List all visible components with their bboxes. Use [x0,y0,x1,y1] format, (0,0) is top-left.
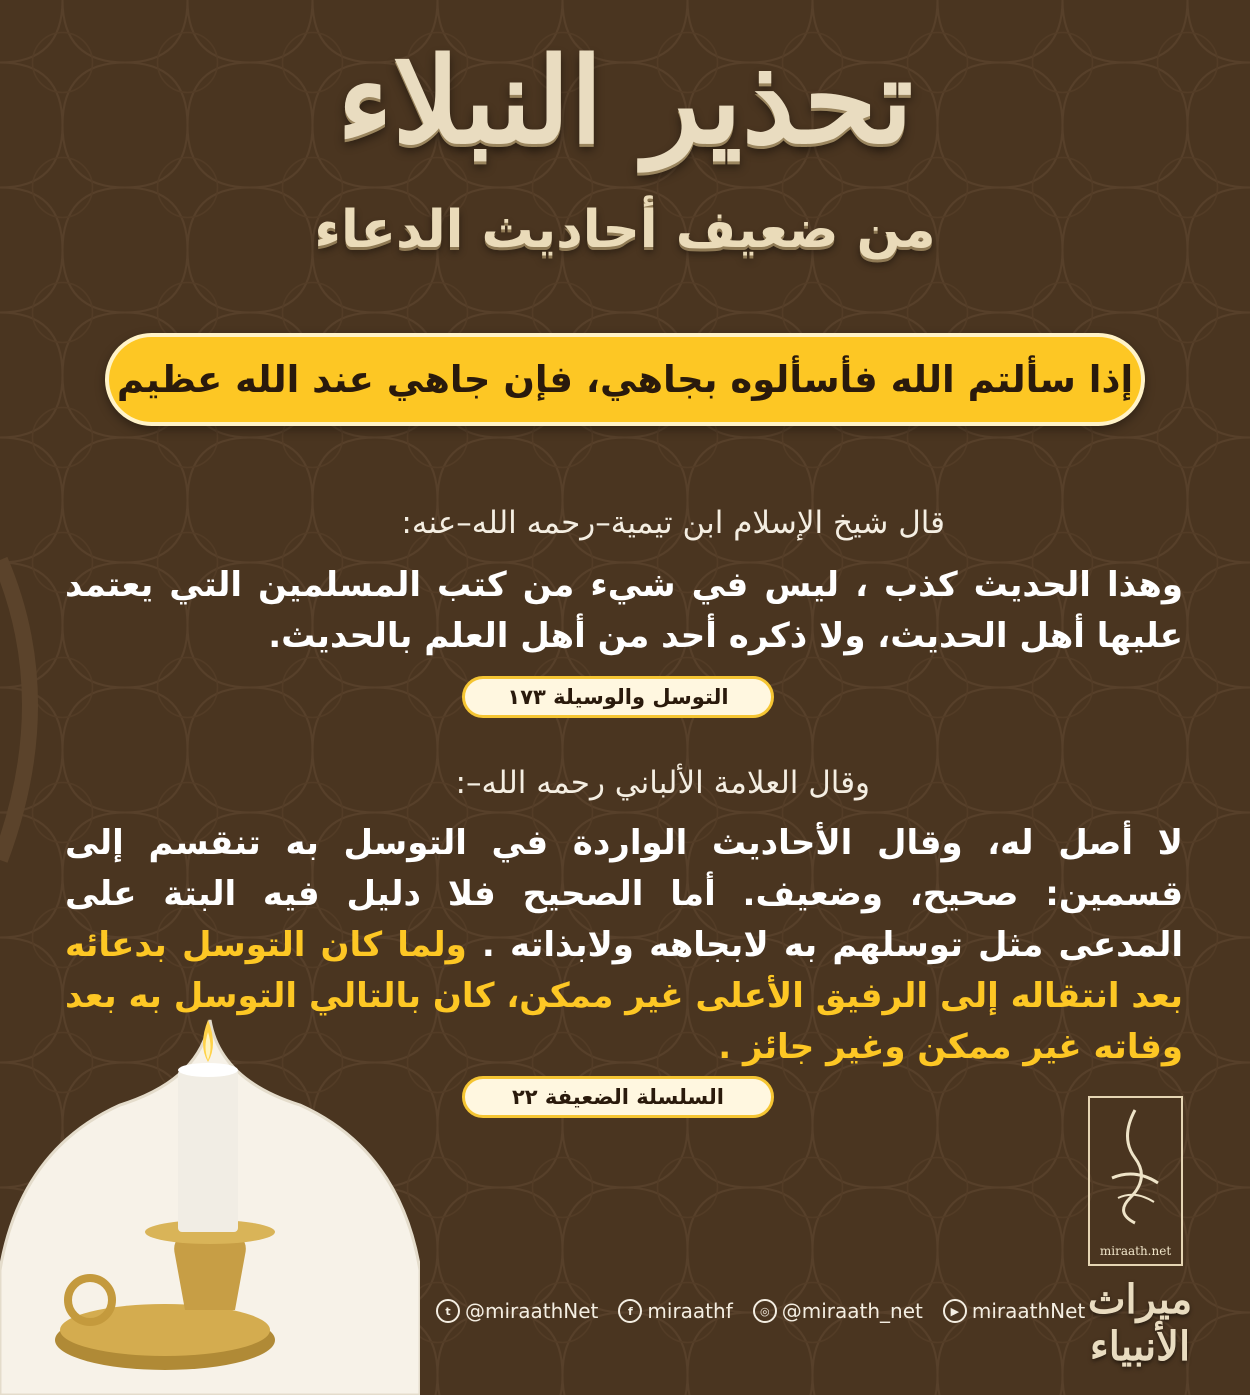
twitter-icon: t [436,1299,460,1323]
intro-albani: وقال العلامة الألباني رحمه الله–: [455,765,870,801]
brand-logo [1088,1096,1183,1266]
social-links [436,1296,1085,1326]
page-title: تحذير النبلاء [337,31,913,170]
facebook-icon: f [618,1299,642,1323]
hadith-banner: إذا سألتم الله فأسألوه بجاهي، فإن جاهي عند الله عظيم [105,333,1145,426]
brand-name: ميراث الأنبياء [1087,1276,1193,1370]
site-url: miraath.net [1099,1244,1172,1258]
reference-badge: السلسلة الضعيفة ٢٢ [462,1076,774,1118]
quote-text: لا أصل له، وقال الأحاديث الواردة في التوسل به تنقسم إلى قسمين: صحيح، وضعيف. أما الصحيح فلا دليل فيه البتة على المدعى مثل توسلهم به لابجاهه ولابذاته . [65,823,1183,965]
social-handle: miraathNet [971,1299,1086,1323]
quote-ibn-taymiyyah [65,560,1183,662]
intro-ibn-taymiyyah: قال شيخ الإسلام ابن تيمية–رحمه الله–عنه: [401,505,945,541]
calligraphy-logo-icon [1090,1098,1181,1238]
social-handle: miraathf [647,1299,733,1323]
social-handle: @miraathNet [465,1299,599,1323]
instagram-icon: ◎ [753,1299,777,1323]
page-subtitle: من ضعيف أحاديث الدعاء [314,200,936,260]
social-handle: @miraath_net [781,1299,923,1323]
reference-badge: التوسل والوسيلة ١٧٣ [462,676,774,718]
social-instagram[interactable] [753,1299,923,1323]
social-twitter[interactable] [436,1299,598,1323]
quote-text: وهذا الحديث كذب ، ليس في شيء من كتب المسلمين التي يعتمد عليها أهل الحديث، ولا ذكره أحد من أهل العلم بالحديث. [65,565,1183,656]
candle-illustration [0,1010,420,1395]
quote-highlight: ولما كان التوسل بدعائه بعد انتقاله إلى الرفيق الأعلى غير ممكن، كان بالتالي التوسل به بعد وفاته غير ممكن وغير جائز . [65,925,1183,1067]
youtube-icon: ▶ [943,1299,967,1323]
social-youtube[interactable] [943,1299,1085,1323]
social-facebook[interactable] [618,1299,732,1323]
